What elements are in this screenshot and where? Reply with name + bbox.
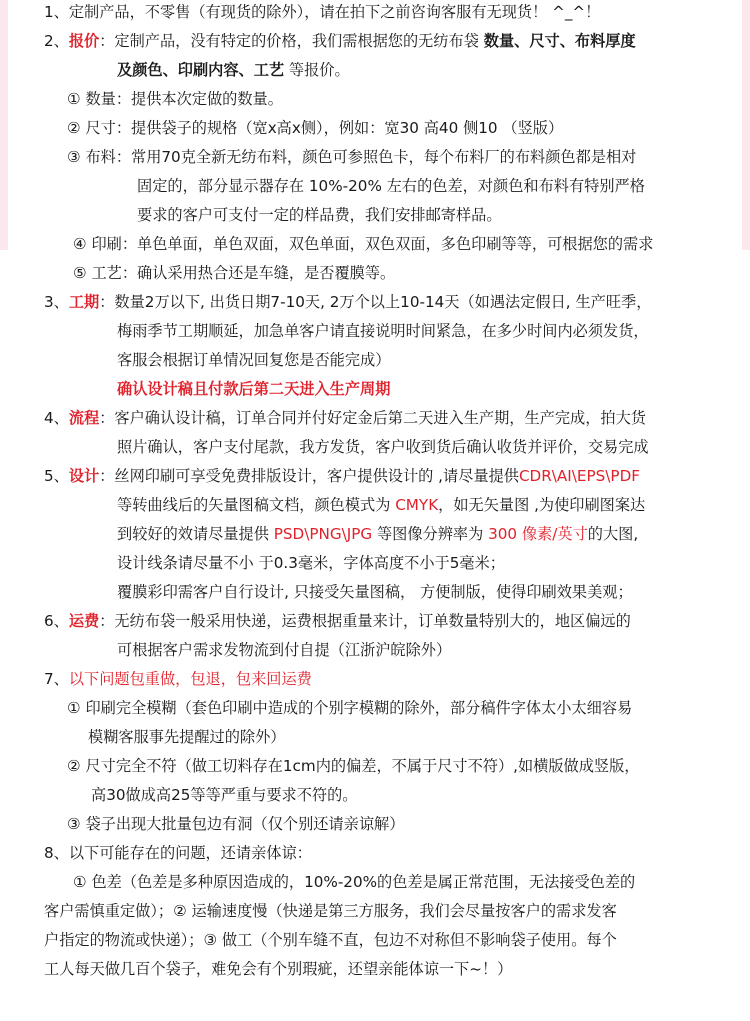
resolution: 300 像素/英寸 [488, 525, 588, 543]
item-text: 的大图, [587, 525, 639, 543]
sub-item-size: ② 尺寸：提供袋子的规格（宽x高x侧），例如：宽30 高40 侧10 （竖版） [67, 119, 564, 137]
item-number: 1、 [44, 3, 69, 21]
color-mode: CMYK [395, 496, 439, 514]
notice-item-6 [44, 610, 631, 632]
item-text: 等转曲线后的矢量图稿文档，颜色模式为 [117, 496, 396, 514]
item-text-cont [117, 523, 638, 545]
item-number: 6、 [44, 612, 69, 630]
item-number: 8、 [44, 844, 69, 862]
item-separator: ： [99, 612, 115, 630]
sub-item-fabric-cont: 固定的，部分显示器存在 10%-20% 左右的色差，对颜色和布料有特别严格 [137, 177, 645, 195]
issues-text: ① 色差（色差是多种原因造成的，10%-20%的色差是属正常范围，无法接受色差的 [73, 873, 636, 891]
item-separator: ： [99, 32, 115, 50]
item-text: 无纺布袋一般采用快递，运费根据重量来计，订单数量特别大的，地区偏远的 [114, 612, 631, 630]
item-text-cont: 模糊客服事先提醒过的除外） [88, 728, 286, 746]
item-number: 3、 [44, 293, 69, 311]
issues-text: 客户需慎重定做）；② 运输速度慢（快递是第三方服务，我们会尽量按客户的需求发客 [44, 902, 617, 920]
item-text: 等图像分辨率为 [372, 525, 489, 543]
item-number: 4、 [44, 409, 69, 427]
item-number: 7、 [44, 670, 69, 688]
item-text: 定制产品，不零售（有现货的除外），请在拍下之前咨询客服有无现货！ ^_^！ [68, 3, 601, 21]
sub-item-fabric-cont: 要求的客户可支付一定的样品费，我们安排邮寄样品。 [137, 206, 502, 224]
notice-item-7 [44, 668, 312, 690]
item-text-cont: 高30做成高25等等严重与要求不符的。 [91, 786, 358, 804]
item-label-design: 设计 [68, 467, 100, 485]
left-pink-border [0, 0, 8, 250]
notice-item-3 [44, 291, 651, 313]
item-label-process: 流程 [68, 409, 100, 427]
notice-item-1 [44, 1, 600, 23]
item-bold-text: 及颜色、印刷内容、工艺 [117, 61, 285, 79]
item-label-quote: 报价 [68, 32, 100, 50]
issues-text: 工人每天做几百个袋子，难免会有个别瑕疵，还望亲能体谅一下~！） [44, 960, 513, 978]
item-text-cont: 照片确认，客户支付尾款，我方发货，客户收到货后确认收货并评价，交易完成 [117, 438, 649, 456]
sub-item-craft: ⑤ 工艺：确认采用热合还是车缝，是否覆膜等。 [73, 264, 396, 282]
item-text-cont: 客服会根据订单情况回复您是否能完成） [117, 351, 391, 369]
notice-item-2-cont [117, 59, 350, 81]
item-text: 丝网印刷可享受免费排版设计，客户提供设计的 ,请尽量提供 [114, 467, 519, 485]
item-number: 2、 [44, 32, 69, 50]
item-separator: ： [99, 409, 115, 427]
item-text: 到较好的效请尽量提供 [117, 525, 274, 543]
item-number: 5、 [44, 467, 69, 485]
item-heading-possible-issues: 以下可能存在的问题，还请亲体谅： [68, 844, 312, 862]
sub-item-fabric: ③ 布料：常用70克全新无纺布料，颜色可参照色卡，每个布料厂的布料颜色都是相对 [67, 148, 637, 166]
notice-item-5 [44, 465, 640, 487]
item-label-leadtime: 工期 [68, 293, 100, 311]
guarantee-print-blur: ① 印刷完全模糊（套色印刷中造成的个别字模糊的除外，部分稿件字体太小太细容易 [67, 699, 633, 717]
item-text-cont: 覆膜彩印需客户自行设计, 只接受矢量图稿， 方便制版，使得印刷效果美观； [117, 583, 633, 601]
item-text-cont: 可根据客户需求发物流到付自提（江浙沪皖除外） [117, 641, 452, 659]
item-text: 定制产品，没有特定的价格，我们需根据您的无纺布袋 [114, 32, 484, 50]
sub-item-quantity: ① 数量：提供本次定做的数量。 [67, 90, 283, 108]
item-text: ，如无矢量图 ,为使印刷图案达 [438, 496, 646, 514]
item-text: 数量2万以下, 出货日期7-10天, 2万个以上10-14天（如遇法定假日, 生产旺季， [114, 293, 652, 311]
item-text-cont [117, 494, 645, 516]
leadtime-emphasis: 确认设计稿且付款后第二天进入生产周期 [117, 380, 391, 398]
file-formats-raster: PSD\PNG\JPG [273, 525, 373, 543]
item-separator: ： [99, 467, 115, 485]
notice-item-4 [44, 407, 646, 429]
sub-item-printing: ④ 印刷：单色单面，单色双面，双色单面，双色双面，多色印刷等等，可根据您的需求 [73, 235, 654, 253]
right-pink-border [742, 0, 750, 250]
item-text: 等报价。 [284, 61, 350, 79]
issues-text: 户指定的物流或快递）；③ 做工（个别车缝不直，包边不对称但不影响袋子使用。每个 [44, 931, 617, 949]
item-bold-text: 数量、尺寸、布料厚度 [483, 32, 636, 50]
item-text-cont: 梅雨季节工期顺延，加急单客户请直接说明时间紧急，在多少时间内必须发货， [117, 322, 649, 340]
guarantee-size-mismatch: ② 尺寸完全不符（做工切料存在1cm内的偏差，不属于尺寸不符）,如横版做成竖版， [67, 757, 640, 775]
item-separator: ： [99, 293, 115, 311]
item-text: 客户确认设计稿，订单合同并付好定金后第二天进入生产期，生产完成，拍大货 [114, 409, 646, 427]
item-heading-guarantee: 以下问题包重做，包退，包来回运费 [68, 670, 312, 688]
notice-item-2 [44, 30, 636, 52]
notice-item-8 [44, 842, 312, 864]
file-formats-vector: CDR\AI\EPS\PDF [518, 467, 641, 485]
guarantee-edge-holes: ③ 袋子出现大批量包边有洞（仅个别还请亲谅解） [67, 815, 405, 833]
item-text-cont: 设计线条请尽量不小 于0.3毫米，字体高度不小于5毫米； [117, 554, 505, 572]
item-label-shipping: 运费 [68, 612, 100, 630]
